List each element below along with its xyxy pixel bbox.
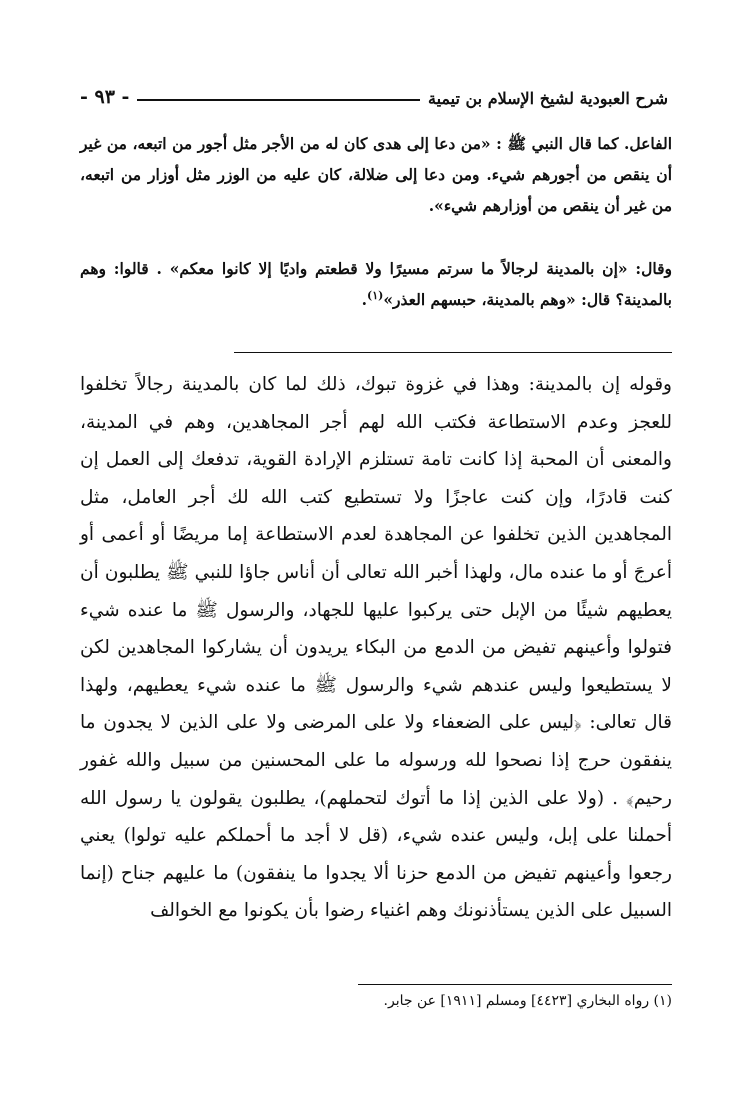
running-header [80,76,668,108]
section-divider [234,352,672,353]
footnote-rule [358,984,672,985]
book-title: شرح العبودية لشيخ الإسلام بن تيمية [427,89,668,108]
footnote-reference[interactable]: (١) [366,288,384,302]
commentary-paragraph: وقوله إن بالمدينة: وهذا في غزوة تبوك، ذلك لما كان بالمدينة رجالاً تخلفوا للعجز وعدم الاستطاعة فكتب الله لهم أجر المجاهدين، وهم في المدينة، والمعنى أن المحبة إذا كانت تامة تستلزم الإرادة القوية، تدفعك إلى العمل إن كنت قادرًا، وإن كنت عاجزًا ولا تستطيع كتب الله لك أجر العامل، مثل المجاهدين الذين تخلفوا عن المجاهدة لعدم الاستطاعة إما مريضًا أو أعمى أو أعرجَ أو ما عنده مال، ولهذا أخبر الله تعالى أن أناس جاؤا للنبي ﷺ يطلبون أن يعطيهم شيئًا من الإبل حتى يركبوا عليها للجهاد، والرسول ﷺ ما عنده شيء فتولوا وأعينهم تفيض من الدمع من البكاء يريدون أن يشاركوا المجاهدين لكن لا يستطيعوا وليس عندهم شيء والرسول ﷺ ما عنده شيء يعطيهم، ولهذا قال تعالى: ﴿ليس على الضعفاء ولا على المرضى ولا على الذين لا يجدون ما ينفقون حرج إذا نصحوا لله ورسوله ما على المحسنين من سبيل والله غفور رحيم﴾ . (ولا على الذين إذا ما أتوك لتحملهم)، يطلبون يقولون يا رسول الله أحملنا على إبل، وليس عنده شيء، (قل لا أجد ما أحملكم عليه تولوا) يعني رجعوا وأعينهم تفيض من الدمع حزنا ألا يجدوا ما ينفقون) ما عليهم جناح (إنما السبيل على الذين يستأذنونك وهم اغنياء رضوا بأن يكونوا مع الخوالف [80,374,672,922]
hadith-paragraph-2 [80,253,672,315]
hadith-paragraph-1: الفاعل. كما قال النبي ﷺ : «من دعا إلى هدى كان له من الأجر مثل أجور من اتبعه، من غير أن ينقص من أجورهم شيء. ومن دعا إلى ضلالة، كان عليه من الوزر مثل أوزار من اتبعه، من غير أن ينقص من أوزارهم شيء». [80,134,672,215]
footnote: (١) رواه البخاري [٤٤٢٣] ومسلم [١٩١١] عن جابر. [383,993,672,1009]
hadith-end-punct: . [361,290,367,309]
hadith-paragraph-2-text: وقال: «إن بالمدينة لرجالاً ما سرتم مسيرًا ولا قطعتم واديًا إلا كانوا معكم» . قالوا: وهم بالمدينة؟ قال: «وهم بالمدينة، حبسهم العذر» [80,259,672,309]
header-rule [137,99,420,101]
page-number: - ٩٣ - [80,86,130,108]
